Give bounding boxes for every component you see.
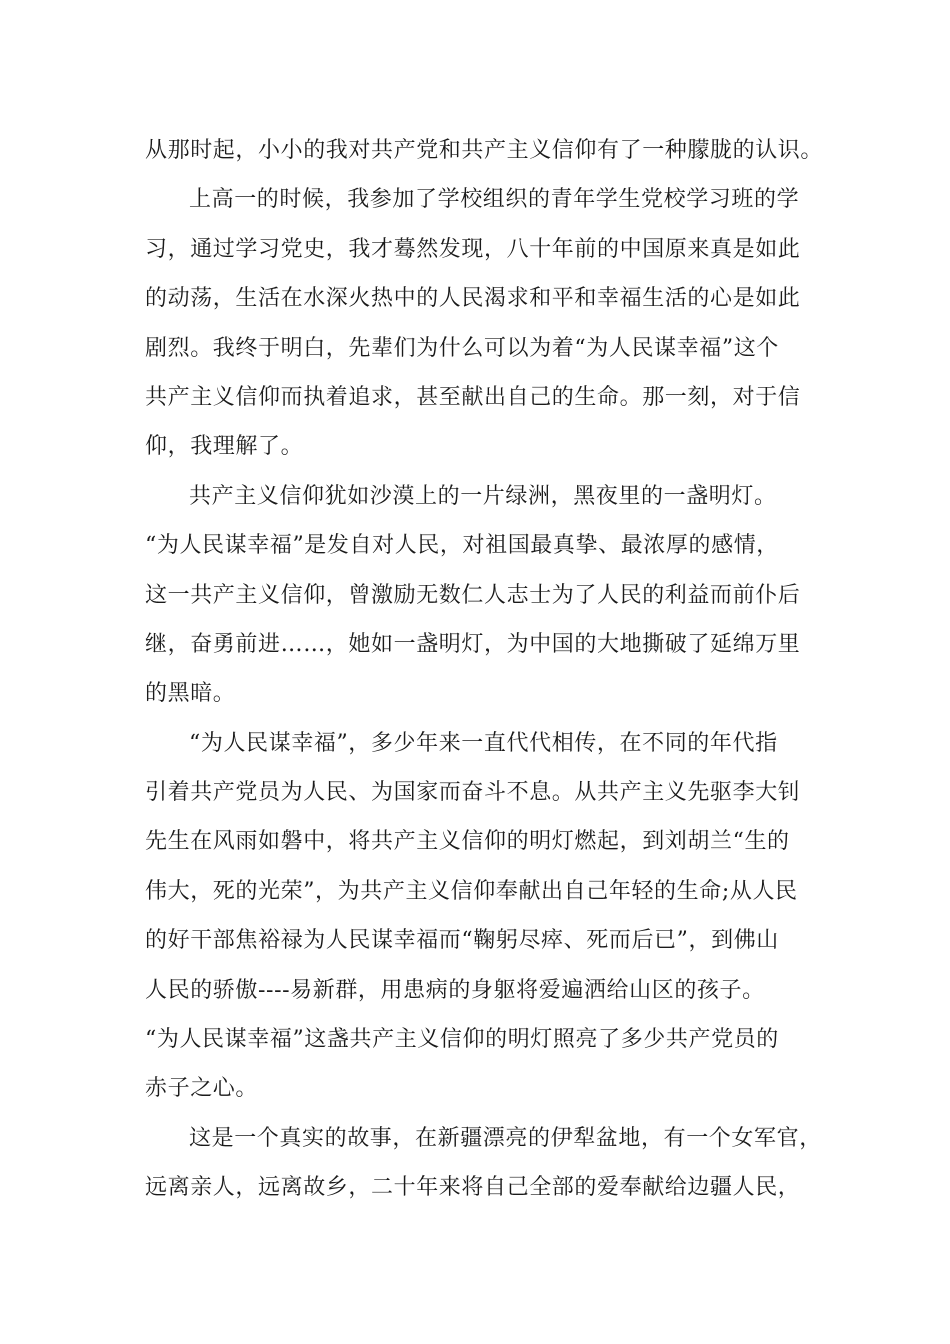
text-line: 共产主义信仰而执着追求，甚至献出自己的生命。那一刻，对于信 — [145, 384, 801, 410]
text-line: “为人民谋幸福”这盏共产主义信仰的明灯照亮了多少共产党员的 — [145, 1027, 779, 1053]
document-body — [145, 126, 825, 1213]
text-line: 习，通过学习党史，我才蓦然发现，八十年前的中国原来真是如此 — [145, 236, 801, 262]
text-line: 这一共产主义信仰，曾激励无数仁人志士为了人民的利益而前仆后 — [145, 582, 801, 608]
text-line: 剧烈。我终于明白，先辈们为什么可以为着“为人民谋幸福”这个 — [145, 335, 779, 361]
text-line: 仰，我理解了。 — [145, 434, 304, 460]
text-line: “为人民谋幸福”是发自对人民，对祖国最真挚、最浓厚的感情， — [145, 533, 779, 559]
text-line: 引着共产党员为人民、为国家而奋斗不息。从共产主义先驱李大钊 — [145, 780, 801, 806]
text-line: 伟大，死的光荣”，为共产主义信仰奉献出自己年轻的生命;从人民 — [145, 878, 798, 904]
text-line: 的动荡，生活在水深火热中的人民渴求和平和幸福生活的心是如此 — [145, 286, 801, 312]
paragraph-first-line: “为人民谋幸福”，多少年来一直代代相传，在不同的年代指 — [189, 730, 778, 756]
text-line: 远离亲人，远离故乡，二十年来将自己全部的爱奉献给边疆人民， — [145, 1175, 801, 1201]
paragraph-first-line: 上高一的时候，我参加了学校组织的青年学生党校学习班的学 — [189, 187, 800, 213]
text-line: 的黑暗。 — [145, 681, 236, 707]
text-line: 人民的骄傲----易新群，用患病的身躯将爱遍洒给山区的孩子。 — [145, 977, 765, 1003]
text-line: 赤子之心。 — [145, 1076, 259, 1102]
paragraph-first-line: 这是一个真实的故事，在新疆漂亮的伊犁盆地，有一个女军官， — [189, 1125, 822, 1151]
text-line: 的好干部焦裕禄为人民谋幸福而“鞠躬尽瘁、死而后已”，到佛山 — [145, 928, 779, 954]
text-line: 继，奋勇前进……，她如一盏明灯，为中国的大地撕破了延绵万里 — [145, 631, 801, 657]
text-line: 先生在风雨如磐中，将共产主义信仰的明灯燃起，到刘胡兰“生的 — [145, 829, 790, 855]
paragraph-first-line: 共产主义信仰犹如沙漠上的一片绿洲，黑夜里的一盏明灯。 — [189, 483, 777, 509]
text-line: 从那时起，小小的我对共产党和共产主义信仰有了一种朦胧的认识。 — [145, 138, 824, 163]
